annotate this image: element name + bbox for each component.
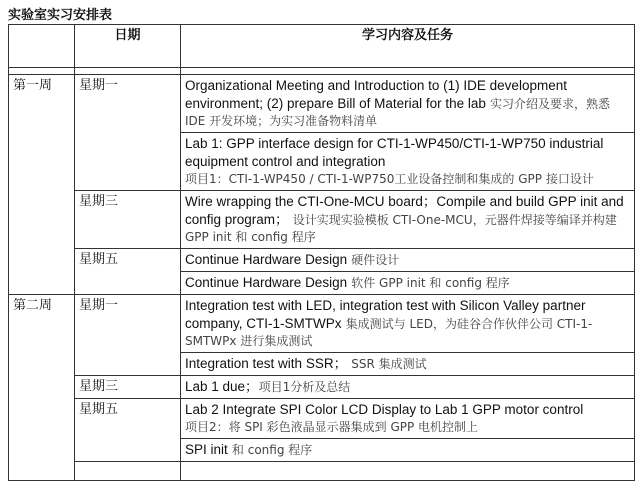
- table-row: [9, 75, 635, 133]
- content-cell: [181, 191, 635, 249]
- content-cell: [181, 272, 635, 295]
- table-header-row: [9, 25, 635, 68]
- table-row: [9, 295, 635, 353]
- day-cell: 星期三: [75, 191, 181, 249]
- day-cell: 星期五: [75, 249, 181, 295]
- day-cell: 星期五: [75, 399, 181, 462]
- content-en: SPI init: [185, 442, 228, 457]
- week-cell: [75, 462, 181, 481]
- content-zh: 设计实现实验模板 CTI-One-MCU，元器件焊接等编译并构建 GPP init 和 config 程序: [185, 213, 617, 244]
- spacer-row: [9, 68, 635, 75]
- content-zh: 项目1分析及总结: [258, 380, 351, 394]
- content-zh: 和 config 程序: [231, 443, 313, 457]
- content-zh: 项目2：将 SPI 彩色液晶显示器集成到 GPP 电机控制上: [185, 420, 479, 434]
- content-cell: [181, 295, 635, 353]
- content-zh: SSR 集成测试: [351, 357, 427, 371]
- table-row-cutoff: [9, 462, 635, 481]
- content-cell: [181, 249, 635, 272]
- content-zh: 实习介绍及要求，熟悉 IDE 开发环境；为实习准备物料清单: [185, 97, 611, 128]
- content-cell: [181, 133, 635, 191]
- week-cell: 第二周: [9, 295, 75, 481]
- day-cell: 星期一: [75, 75, 181, 191]
- content-cell: [181, 399, 635, 439]
- content-en: Lab 1 due；: [185, 379, 259, 394]
- table-row: [9, 376, 635, 399]
- table-row: [9, 249, 635, 272]
- week-cell: 第一周: [9, 75, 75, 295]
- table-row: [9, 399, 635, 439]
- content-en: Lab 2 Integrate SPI Color LCD Display to Lab 1 GPP motor control: [185, 402, 584, 417]
- table-row: [9, 191, 635, 249]
- header-date: 日期: [75, 25, 181, 68]
- content-en: Integration test with SSR；: [185, 356, 348, 371]
- content-en: Integration test with LED, integration test with Silicon Valley partner company, CTI-1-SMTWPx: [185, 298, 586, 331]
- content-zh: 硬件设计: [351, 253, 400, 267]
- schedule-table: [8, 24, 635, 481]
- content-cell: [181, 353, 635, 376]
- content-zh: 软件 GPP init 和 config 程序: [351, 276, 510, 290]
- content-en: Lab 1: GPP interface design for CTI-1-WP450/CTI-1-WP750 industrial equipment control and integration: [185, 136, 604, 169]
- day-cell: 星期一: [75, 295, 181, 376]
- content-cell: [181, 376, 635, 399]
- content-en: Organizational Meeting and Introduction to (1) IDE development environment; (2) prepare Bill of Material for the lab: [185, 78, 567, 111]
- content-cell: [181, 439, 635, 462]
- header-content: 学习内容及任务: [181, 25, 635, 68]
- header-week: [9, 25, 75, 68]
- content-cell: [181, 75, 635, 133]
- day-cell: 星期三: [75, 376, 181, 399]
- content-zh: 集成测试与 LED，为硅谷合作伙伴公司 CTI-1-SMTWPx 进行集成测试: [185, 317, 593, 348]
- content-zh: 项目1：CTI-1-WP450 / CTI-1-WP750工业设备控制和集成的 GPP 接口设计: [185, 172, 594, 186]
- page-title: 实验室实习安排表: [8, 8, 113, 23]
- content-en: Continue Hardware Design: [185, 275, 348, 290]
- content-en: Wire wrapping the CTI-One-MCU board；Compile and build GPP init and config program；: [185, 194, 624, 227]
- day-cell: [181, 462, 635, 481]
- content-en: Continue Hardware Design: [185, 252, 348, 267]
